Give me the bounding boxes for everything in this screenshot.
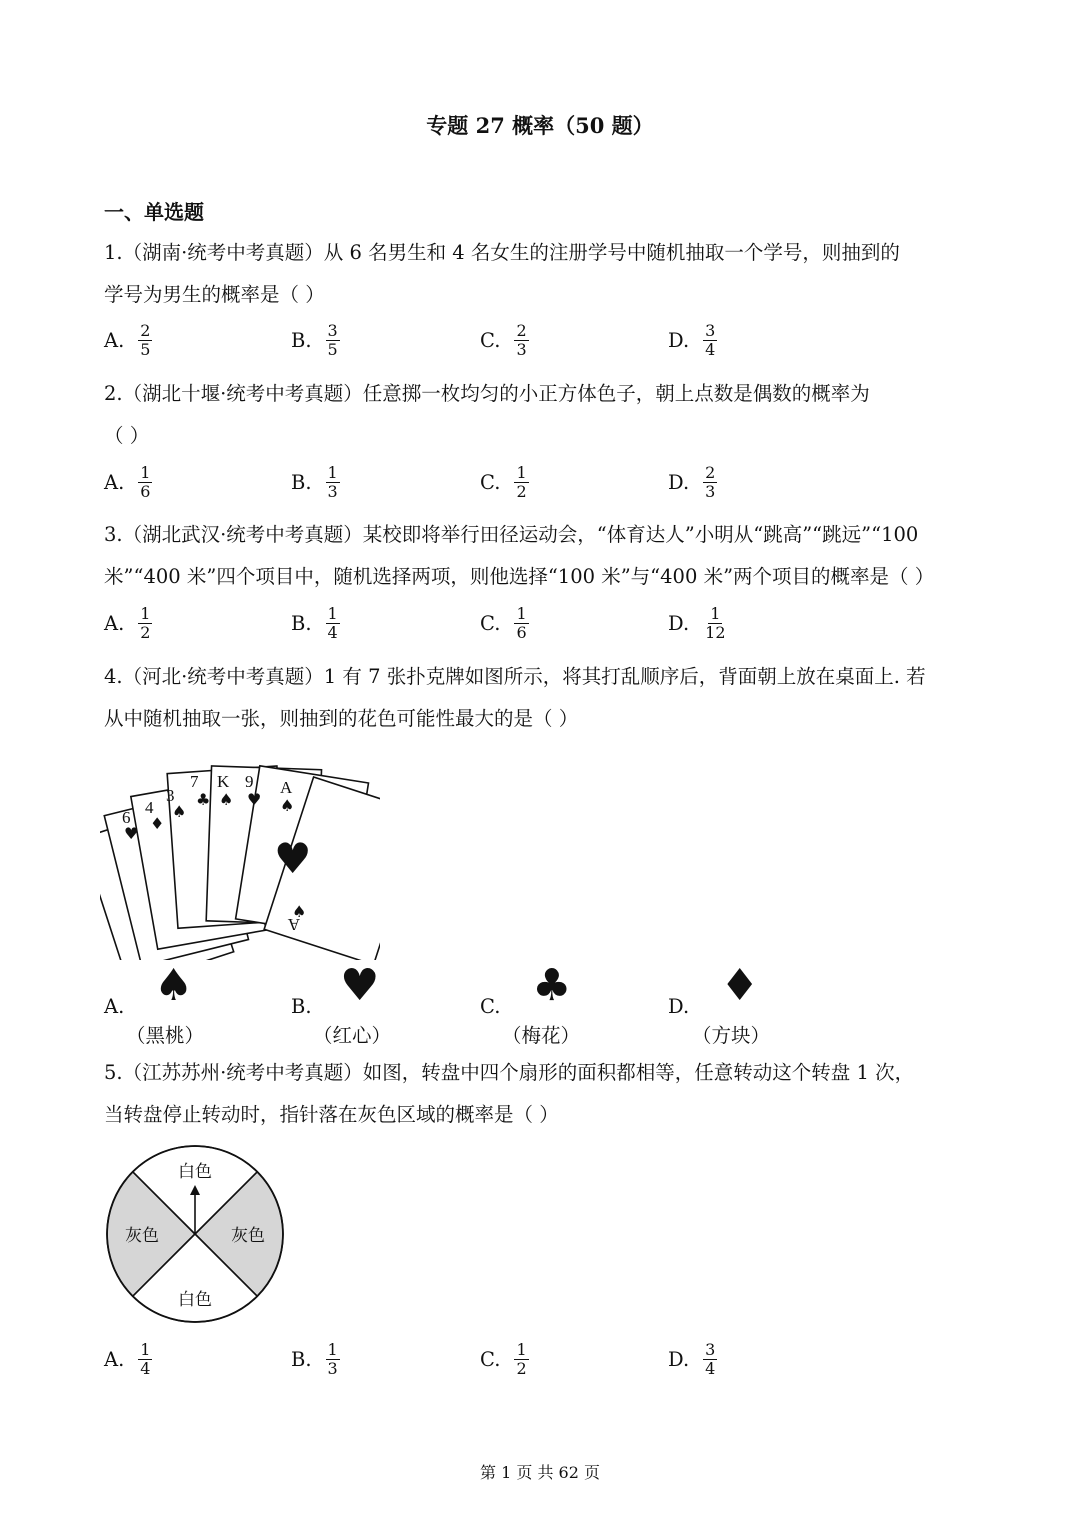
spinner-figure — [100, 1145, 290, 1327]
option-3a[interactable] — [104, 605, 152, 642]
option-4c-caption: （梅花） — [502, 1024, 581, 1047]
card-rank: 7 — [190, 772, 199, 791]
card-rank: K — [217, 772, 230, 791]
fraction: $\frac{2}{5}$ — [140, 321, 151, 359]
question-text-line: 3.（湖北武汉·统考中考真题）某校即将举行田径运动会，“体育达人”小明从“跳高”“跳远”“100 — [104, 523, 919, 546]
spade-icon: ♠ — [292, 902, 307, 921]
option-5a[interactable] — [104, 1341, 152, 1378]
page-footer: 第 1 页 共 62 页 — [480, 1463, 600, 1482]
spinner-label-bottom: 白色 — [178, 1290, 212, 1310]
club-icon: ♣ — [196, 790, 211, 809]
playing-cards-figure — [100, 755, 380, 960]
option-4d-caption: （方块） — [692, 1024, 771, 1047]
option-label: B. — [291, 612, 312, 635]
option-3c[interactable] — [480, 605, 529, 642]
card-rank: 3 — [166, 786, 175, 805]
spinner-label-right: 灰色 — [231, 1226, 265, 1246]
option-1c[interactable] — [480, 322, 529, 359]
fraction: $\frac{2}{3}$ — [516, 321, 527, 359]
option-1b[interactable] — [291, 322, 340, 359]
question-3 — [104, 514, 984, 598]
option-5c[interactable] — [480, 1341, 529, 1378]
option-1d[interactable] — [668, 322, 717, 359]
fraction: $\frac{1}{2}$ — [140, 604, 151, 642]
heart-icon: ♥ — [124, 824, 139, 843]
fraction: $\frac{3}{4}$ — [705, 1340, 716, 1378]
fraction: $\frac{1}{3}$ — [327, 1340, 338, 1378]
option-3d[interactable] — [668, 605, 728, 642]
option-label: D. — [668, 612, 690, 635]
option-5d[interactable] — [668, 1341, 717, 1378]
option-label: C. — [480, 1348, 501, 1371]
section-heading: 一、单选题 — [104, 200, 204, 224]
option-4d-label[interactable]: D. — [668, 995, 690, 1018]
option-label: C. — [480, 329, 501, 352]
diamond-icon: ♦ — [150, 814, 165, 833]
option-label: B. — [291, 1348, 312, 1371]
question-4 — [104, 656, 984, 740]
spinner-label-left: 灰色 — [125, 1226, 159, 1246]
option-5b[interactable] — [291, 1341, 340, 1378]
option-2c[interactable] — [480, 464, 529, 501]
fraction: $\frac{1}{6}$ — [140, 463, 151, 501]
fraction: $\frac{1}{4}$ — [140, 1340, 151, 1378]
option-label: B. — [291, 471, 312, 494]
option-4a-label[interactable]: A. — [104, 995, 125, 1018]
heart-icon: ♥ — [340, 960, 380, 1011]
question-text-line: 5.（江苏苏州·统考中考真题）如图，转盘中四个扇形的面积都相等，任意转动这个转盘 1 次， — [104, 1061, 915, 1084]
question-1 — [104, 232, 984, 316]
option-label: D. — [668, 471, 690, 494]
spade-icon: ♠ — [280, 796, 295, 815]
option-4c-label[interactable]: C. — [480, 995, 501, 1018]
fraction: $\frac{1}{2}$ — [516, 1340, 527, 1378]
card-rank: 4 — [145, 798, 154, 817]
option-4a-caption: （黑桃） — [126, 1024, 205, 1047]
question-text-line: 当转盘停止转动时，指针落在灰色区域的概率是（ ） — [104, 1103, 559, 1126]
question-text-line: 1.（湖南·统考中考真题）从 6 名男生和 4 名女生的注册学号中随机抽取一个学号，则抽到的 — [104, 241, 900, 264]
question-text-line: 学号为男生的概率是（ ） — [104, 283, 325, 306]
option-2d[interactable] — [668, 464, 717, 501]
card-rank: 9 — [245, 772, 254, 791]
question-text-line: 2.（湖北十堰·统考中考真题）任意掷一枚均匀的小正方体色子，朝上点数是偶数的概率为 — [104, 382, 870, 405]
spade-icon: ♠ — [154, 960, 194, 1011]
fraction: $\frac{1}{6}$ — [516, 604, 527, 642]
option-label: D. — [668, 329, 690, 352]
question-text-line: 4.（河北·统考中考真题）1 有 7 张扑克牌如图所示，将其打乱顺序后，背面朝上放在桌面上. 若 — [104, 665, 926, 688]
option-3b[interactable] — [291, 605, 340, 642]
option-label: A. — [104, 612, 125, 635]
club-icon: ♣ — [532, 960, 572, 1011]
question-text-line: 米”“400 米”四个项目中，随机选择两项，则他选择“100 米”与“400 米”两个项目的概率是（ ） — [104, 565, 935, 588]
option-label: C. — [480, 471, 501, 494]
option-label: A. — [104, 471, 125, 494]
option-4b-caption: （红心） — [313, 1024, 392, 1047]
heart-icon: ♥ — [274, 834, 312, 883]
spade-icon: ♠ — [219, 790, 234, 809]
fraction: $\frac{1}{3}$ — [327, 463, 338, 501]
option-label: C. — [480, 612, 501, 635]
question-text-line: （ ） — [104, 424, 150, 447]
option-2a[interactable] — [104, 464, 152, 501]
spade-icon: ♠ — [172, 802, 187, 821]
question-5 — [104, 1052, 984, 1136]
card-rank: 6 — [122, 808, 131, 827]
option-4b-label[interactable]: B. — [291, 995, 312, 1018]
diamond-icon: ♦ — [720, 960, 760, 1011]
option-label: B. — [291, 329, 312, 352]
fraction: $\frac{1}{12}$ — [705, 604, 726, 642]
fraction: $\frac{3}{5}$ — [327, 321, 338, 359]
fraction: $\frac{3}{4}$ — [705, 321, 716, 359]
fraction: $\frac{2}{3}$ — [705, 463, 716, 501]
question-2 — [104, 373, 984, 457]
heart-icon: ♥ — [247, 790, 262, 809]
page-title: 专题 27 概率（50 题） — [426, 113, 654, 138]
option-1a[interactable] — [104, 322, 152, 359]
question-text-line: 从中随机抽取一张，则抽到的花色可能性最大的是（ ） — [104, 707, 579, 730]
fraction: $\frac{1}{2}$ — [516, 463, 527, 501]
option-label: A. — [104, 329, 125, 352]
option-2b[interactable] — [291, 464, 340, 501]
card-rank: A — [280, 778, 293, 797]
spinner-label-top: 白色 — [178, 1162, 212, 1182]
option-label: D. — [668, 1348, 690, 1371]
card-rank-inverted: A — [287, 915, 300, 934]
option-label: A. — [104, 1348, 125, 1371]
fraction: $\frac{1}{4}$ — [327, 604, 338, 642]
